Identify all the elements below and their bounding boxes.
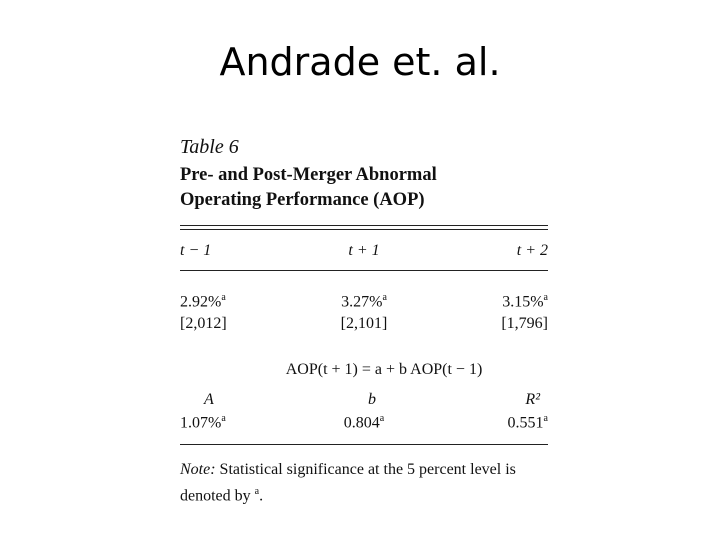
top-double-rule [180, 225, 548, 230]
header-row [180, 242, 548, 260]
header-t-plus-1: t + 1 [348, 242, 380, 259]
slide-title: Andrade et. al. [219, 40, 501, 84]
note-end: . [259, 486, 264, 504]
coef-header-r2: R² [525, 391, 540, 409]
table-title-line2: Operating Performance (AOP) [180, 190, 425, 210]
table-label: Table 6 [180, 136, 239, 158]
note-sup: a [254, 485, 260, 497]
count-t-minus-1: [2,012] [180, 315, 227, 333]
aop-value-t-plus-2: 3.15%$^a$ [502, 292, 548, 311]
coef-value-b: 0.804$^a$ [343, 413, 385, 432]
coef-header-b: b [368, 391, 376, 409]
coef-value-row [180, 409, 548, 433]
header-t-minus-1: t − 1 [180, 242, 212, 259]
note-label: Note: [180, 460, 216, 478]
aop-count-row [180, 313, 548, 335]
count-t-plus-2: [1,796] [501, 315, 548, 333]
aop-values [180, 287, 548, 335]
header-t-plus-2: t + 2 [516, 242, 548, 259]
coef-header-row [180, 391, 548, 409]
coef-value-r2: 0.551$^a$ [507, 413, 548, 432]
table-note [180, 459, 548, 507]
table-title-line1: Pre- and Post-Merger Abnormal [180, 165, 437, 185]
aop-percent-row [180, 287, 548, 313]
header-rule [180, 270, 548, 271]
count-t-plus-1: [2,101] [340, 315, 388, 333]
note-text: Statistical significance at the 5 percent level is denoted by [180, 460, 516, 504]
bottom-rule [180, 444, 548, 445]
aop-value-t-minus-1: 2.92%$^a$ [180, 292, 226, 311]
coef-header-a: A [204, 391, 214, 409]
table-6 [180, 136, 548, 507]
regression-equation: AOP(t + 1) = a + b AOP(t − 1) [285, 361, 483, 379]
aop-value-t-plus-1: 3.27%$^a$ [341, 292, 387, 311]
coef-value-a: 1.07%$^a$ [180, 413, 226, 432]
